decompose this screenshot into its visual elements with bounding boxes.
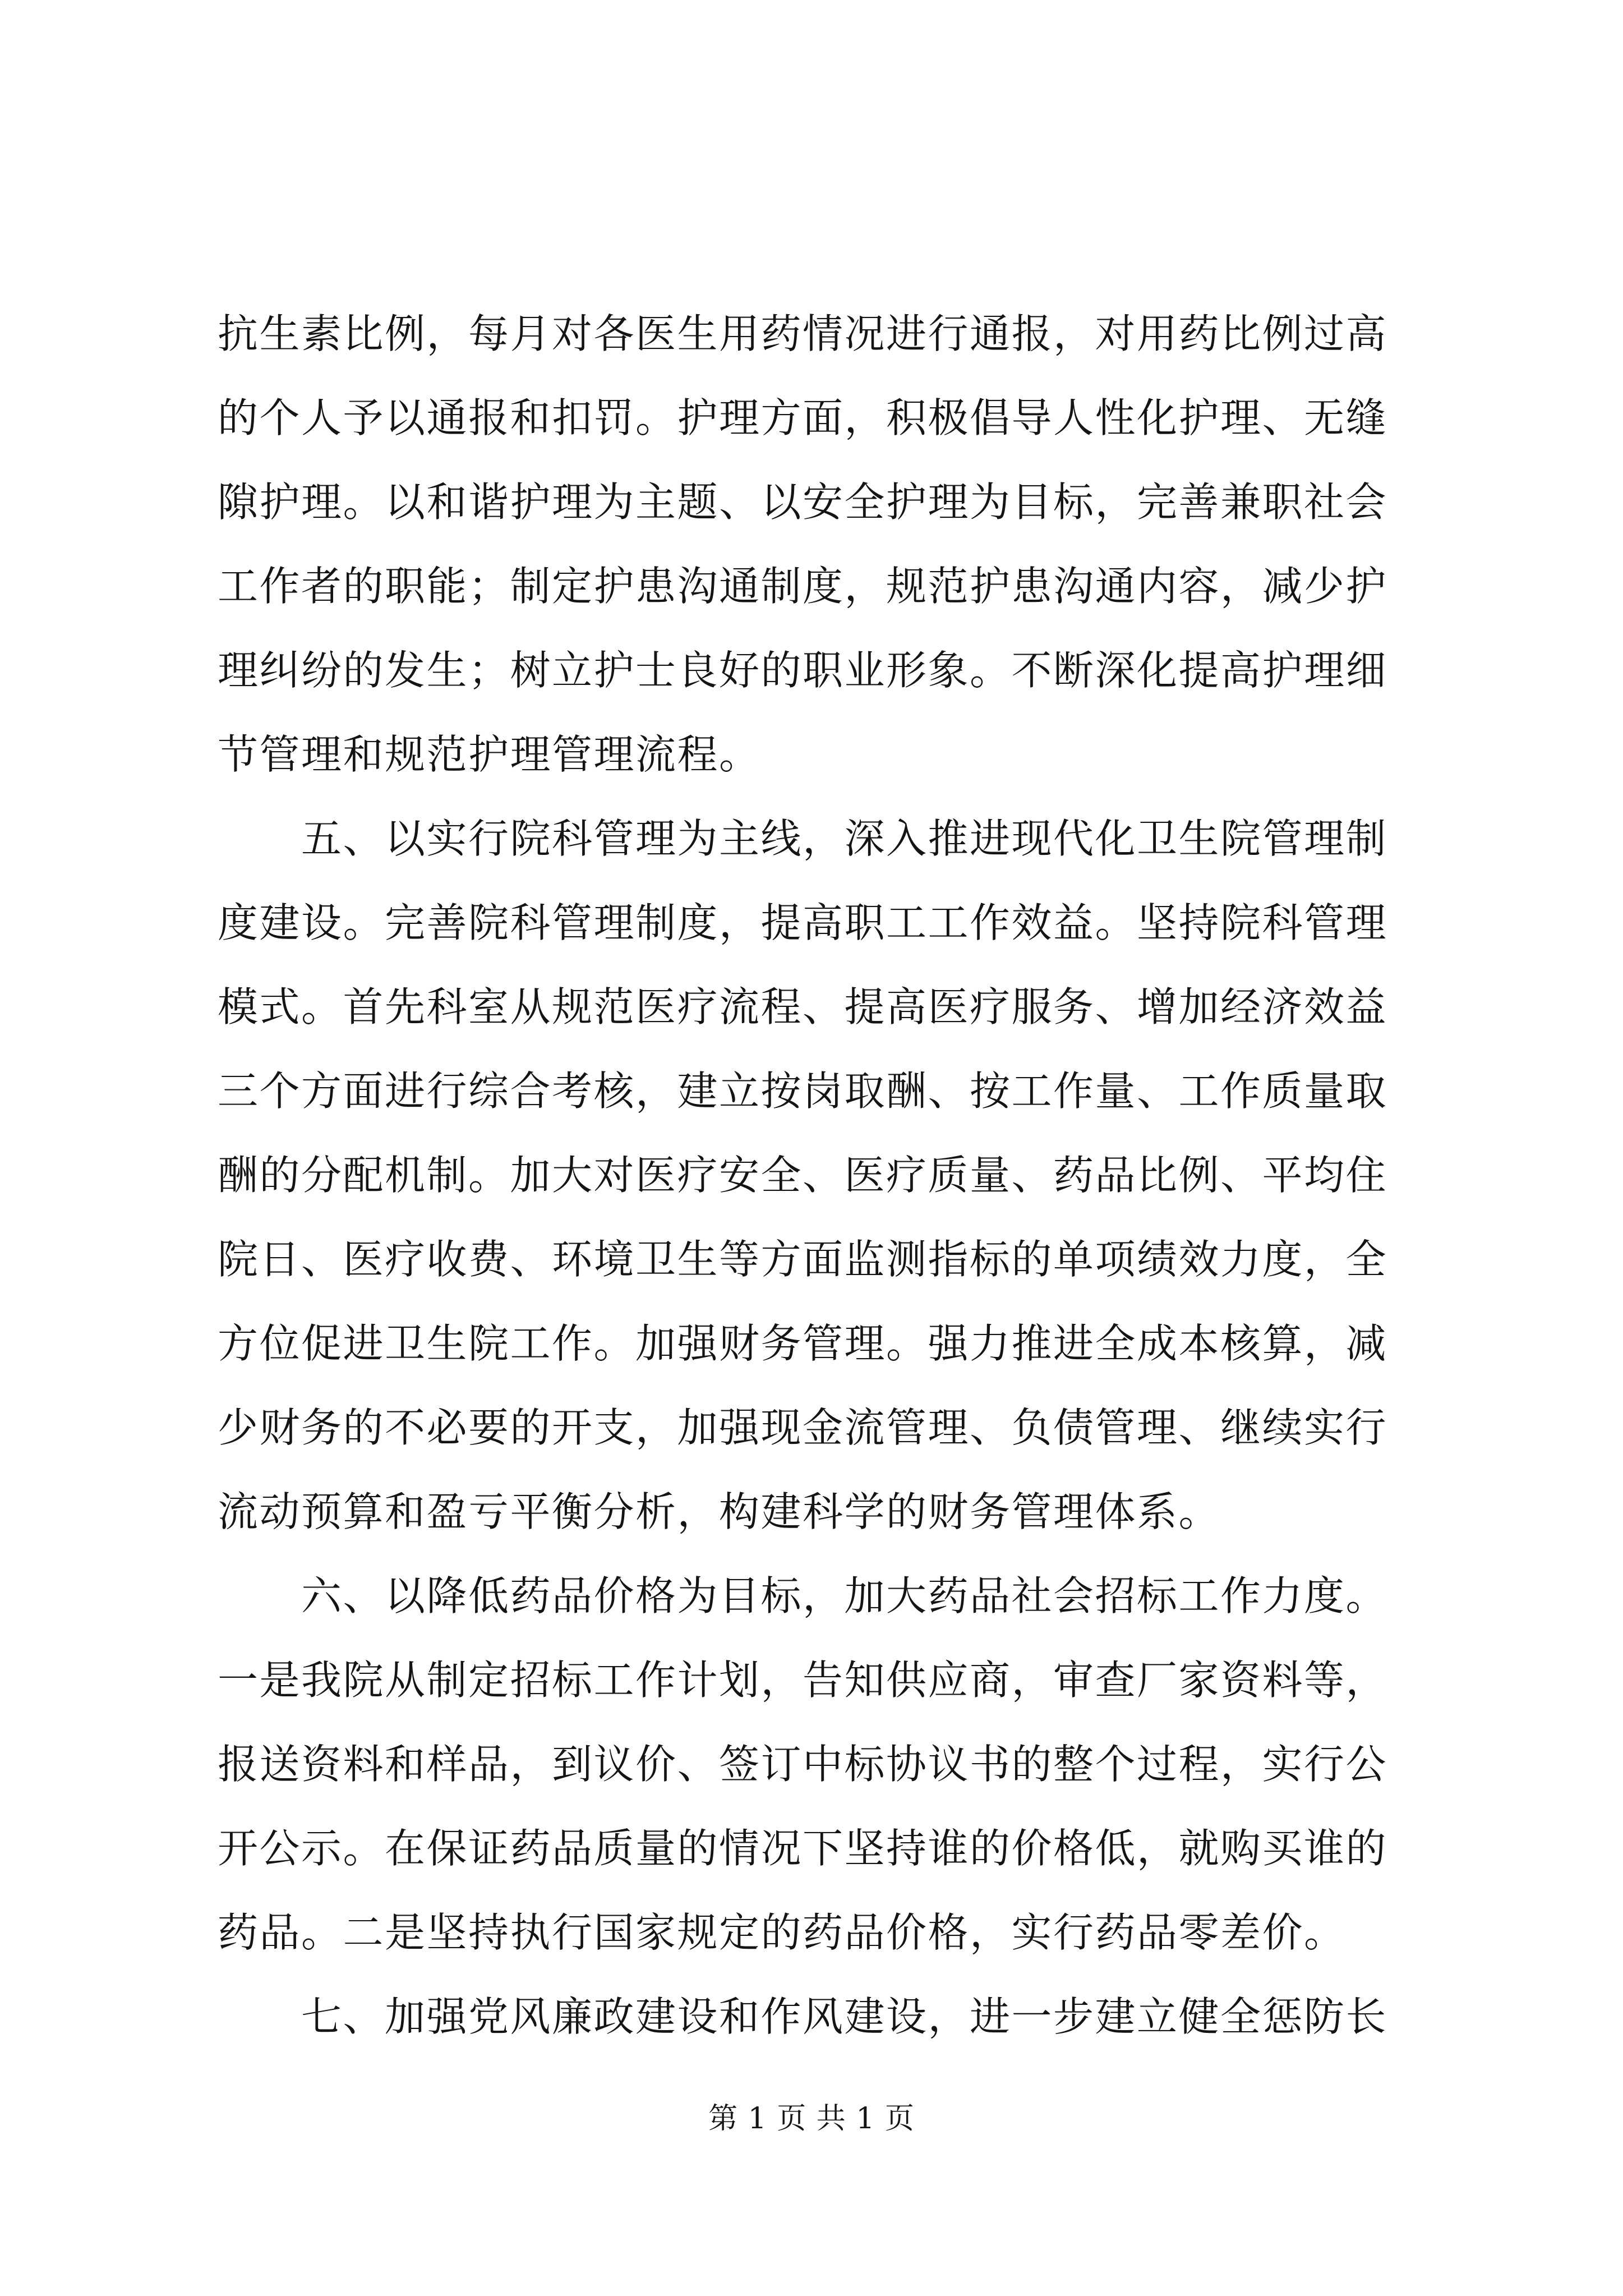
text-line: 模式。首先科室从规范医疗流程、提高医疗服务、增加经济效益 (218, 983, 1388, 1030)
text-line: 开公示。在保证药品质量的情况下坚持谁的价格低，就购买谁的 (218, 1825, 1388, 1872)
text-line: 节管理和规范护理管理流程。 (218, 731, 761, 778)
text-line: 七、加强党风廉政建设和作风建设，进一步建立健全惩防长 (218, 1993, 1388, 2040)
text-line: 三个方面进行综合考核，建立按岗取酬、按工作量、工作质量取 (218, 1068, 1388, 1115)
text-line: 方位促进卫生院工作。加强财务管理。强力推进全成本核算，减 (218, 1320, 1388, 1367)
text-line: 院日、医疗收费、环境卫生等方面监测指标的单项绩效力度，全 (218, 1236, 1388, 1283)
text-line: 五、以实行院科管理为主线，深入推进现代化卫生院管理制 (218, 815, 1388, 862)
page-number-footer: 第 1 页 共 1 页 (708, 2102, 915, 2136)
text-line: 工作者的职能；制定护患沟通制度，规范护患沟通内容，减少护 (218, 563, 1388, 610)
text-line: 六、以降低药品价格为目标，加大药品社会招标工作力度。 (218, 1572, 1388, 1619)
text-line: 酬的分配机制。加大对医疗安全、医疗质量、药品比例、平均住 (218, 1152, 1388, 1199)
text-line: 的个人予以通报和扣罚。护理方面，积极倡导人性化护理、无缝 (218, 394, 1388, 441)
text-line: 度建设。完善院科管理制度，提高职工工作效益。坚持院科管理 (218, 899, 1388, 946)
text-line: 隙护理。以和谐护理为主题、以安全护理为目标，完善兼职社会 (218, 478, 1388, 526)
text-line: 流动预算和盈亏平衡分析，构建科学的财务管理体系。 (218, 1488, 1221, 1535)
text-line: 一是我院从制定招标工作计划，告知供应商，审查厂家资料等， (218, 1657, 1388, 1704)
text-line: 抗生素比例，每月对各医生用药情况进行通报，对用药比例过高 (218, 310, 1388, 357)
text-line: 报送资料和样品，到议价、签订中标协议书的整个过程，实行公 (218, 1741, 1388, 1788)
text-line: 药品。二是坚持执行国家规定的药品价格，实行药品零差价。 (218, 1909, 1346, 1956)
text-line: 理纠纷的发生；树立护士良好的职业形象。不断深化提高护理细 (218, 647, 1388, 694)
text-line: 少财务的不必要的开支，加强现金流管理、负债管理、继续实行 (218, 1404, 1388, 1451)
